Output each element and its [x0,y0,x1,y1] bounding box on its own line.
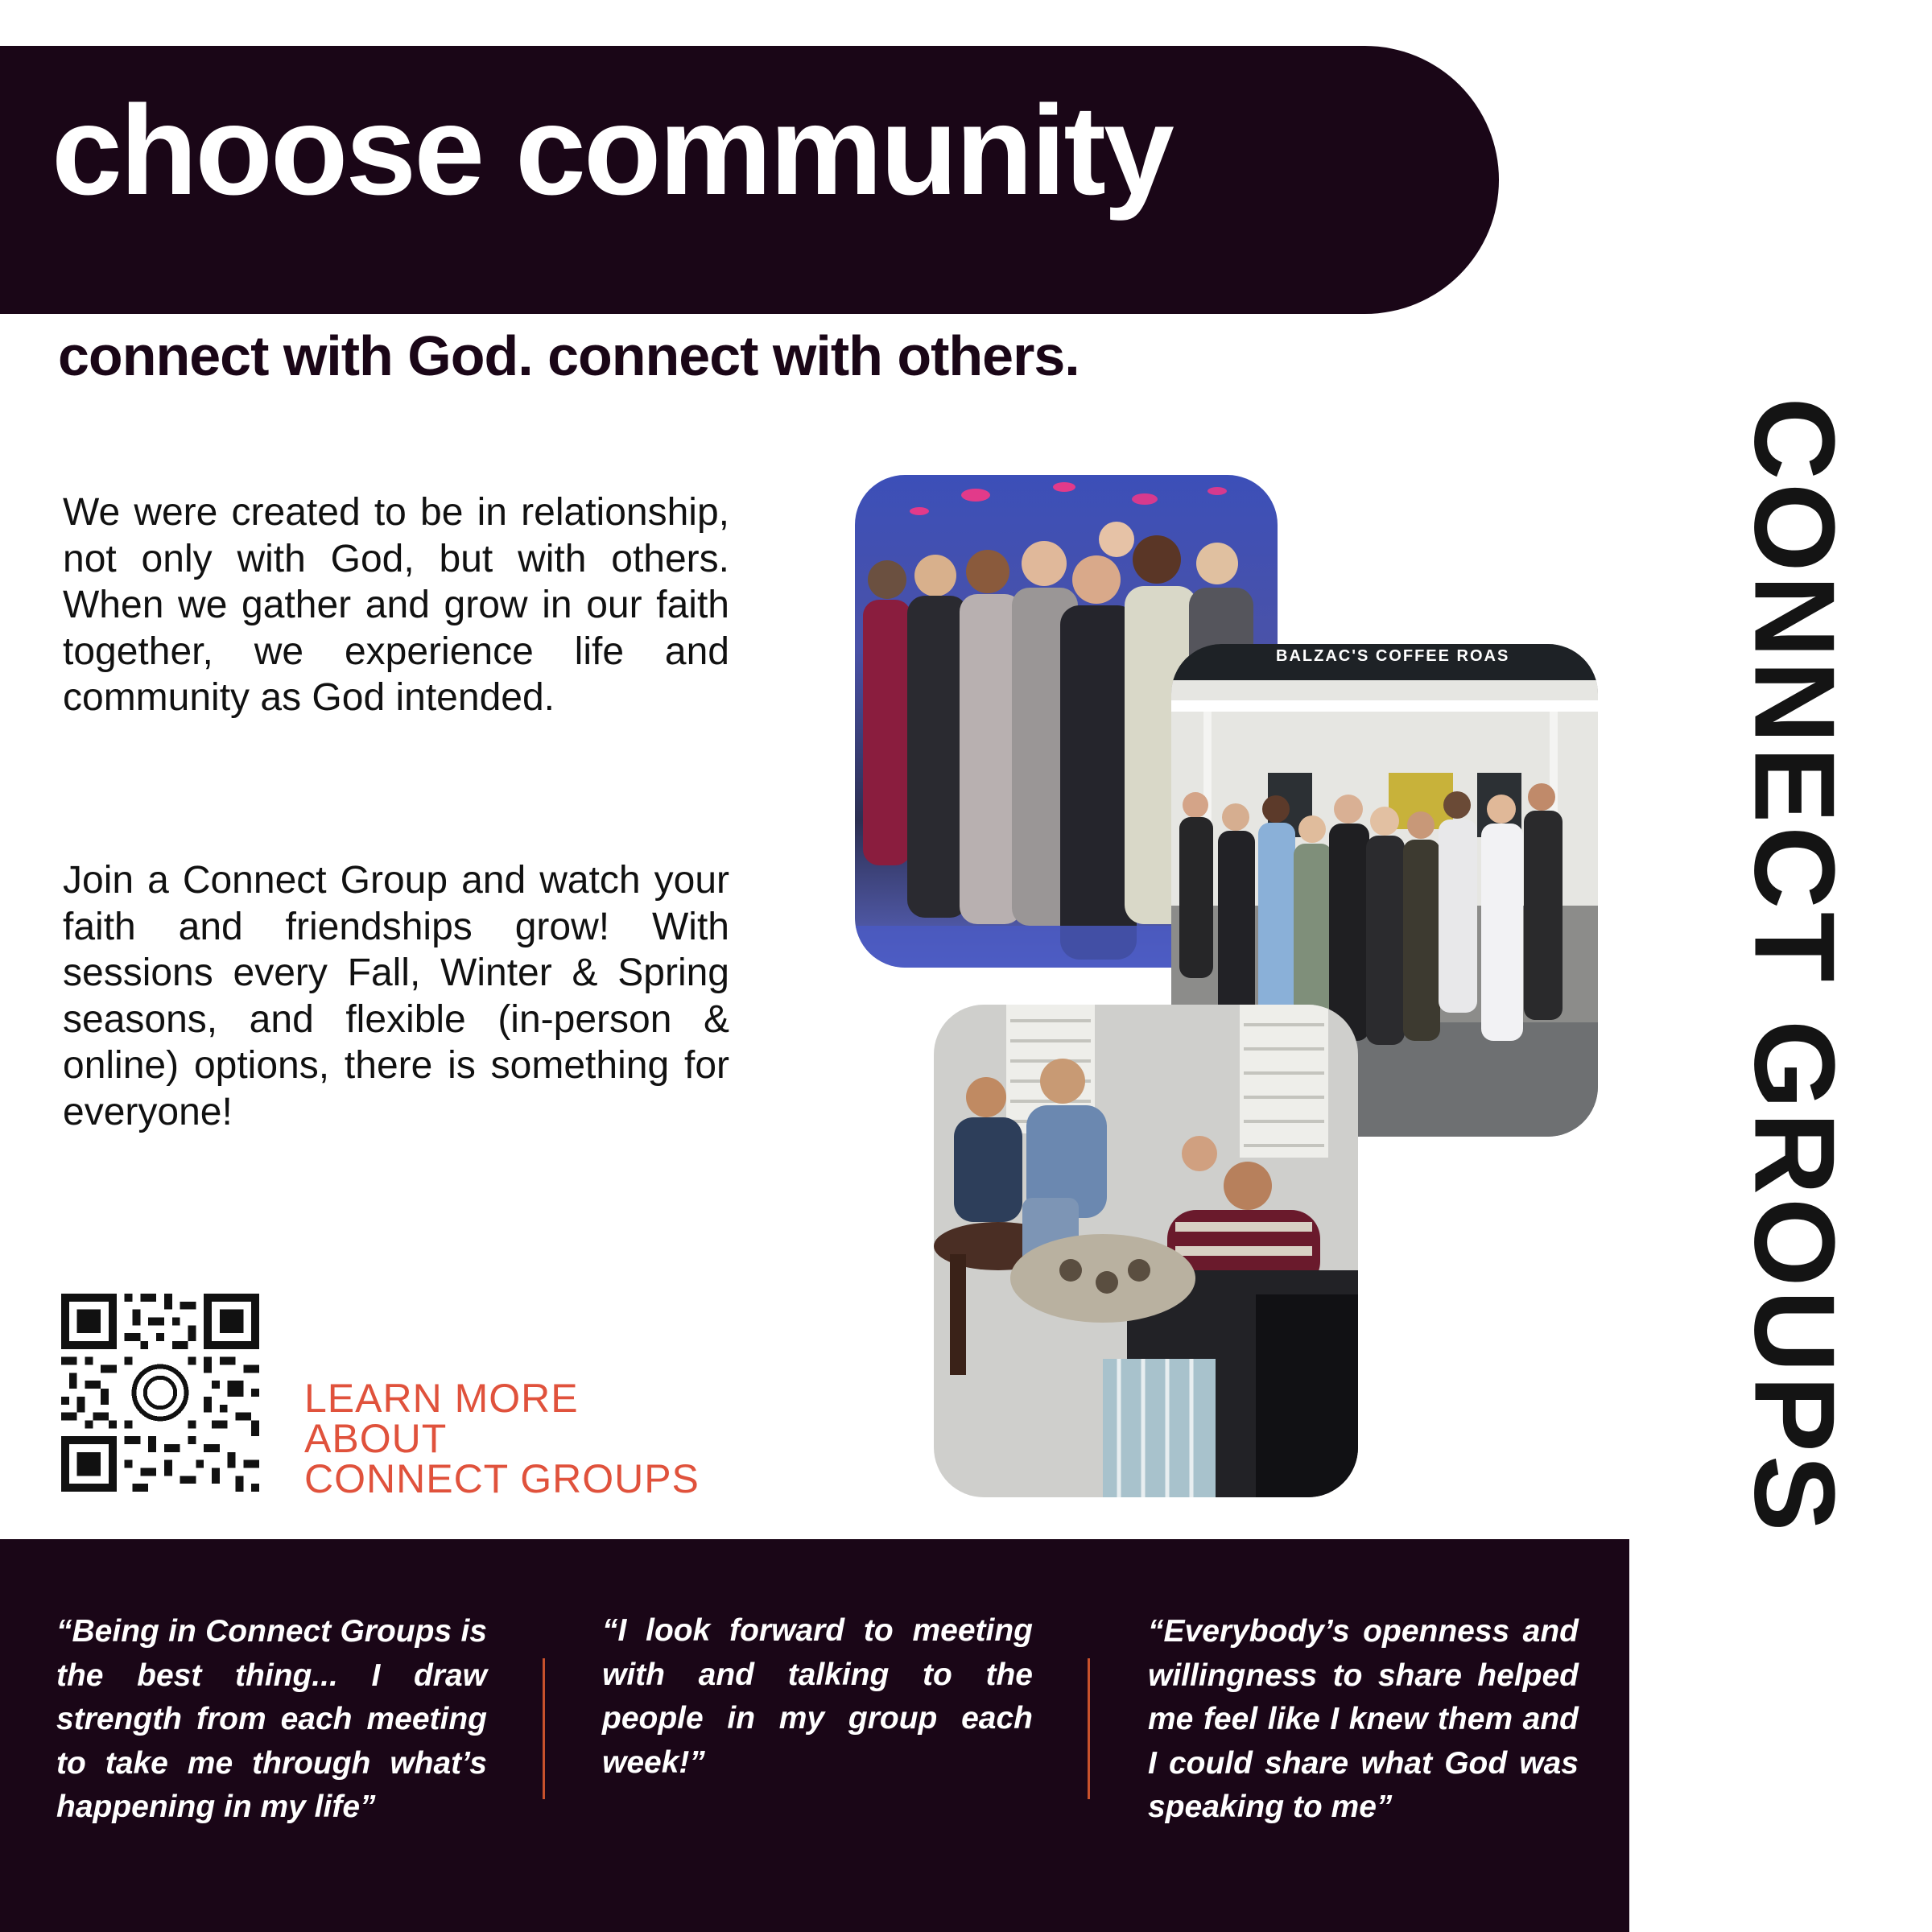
tagline: connect with God. connect with others. [58,324,1080,387]
testimonial-quote: “Being in Connect Groups is the best thing... I draw strength from each meeting to take me through what’s happening in my life” [56,1614,487,1824]
page-title: choose community [52,80,1172,221]
intro-paragraph-2: Join a Connect Group and watch your faith and friendships grow! With sessions every Fall, Winter & Spring seasons, and flexible (in-person & online) options, there is something for everyone! [63,859,729,1133]
qr-code-image [61,1294,259,1492]
learn-more-line-1: LEARN MORE [304,1376,579,1421]
side-title-text: CONNECT GROUPS [1730,397,1859,1535]
learn-more-line-3: CONNECT GROUPS [304,1456,700,1501]
testimonial-quote: “Everybody’s openness and willingness to share helped me feel like I knew them and I could share what God was speaking to me” [1148,1614,1579,1824]
learn-more-link[interactable] [304,1378,700,1499]
coffee-shop-sign: BALZAC'S COFFEE ROAS [1276,647,1510,665]
living-room-photo-image [934,1005,1358,1497]
learn-more-line-2: ABOUT [304,1416,448,1461]
testimonial-quote: “I look forward to meeting with and talking to the people in my group each week!” [602,1613,1033,1780]
quote-divider [543,1658,545,1799]
side-title [1730,258,1859,1674]
intro-paragraph-1: We were created to be in relationship, not only with God, but with others. When we gather and grow in our faith together, we experience life and community as God intended. [63,491,729,719]
qr-code[interactable] [61,1294,259,1492]
living-room-group-photo [934,1005,1358,1497]
quote-divider [1088,1658,1090,1799]
